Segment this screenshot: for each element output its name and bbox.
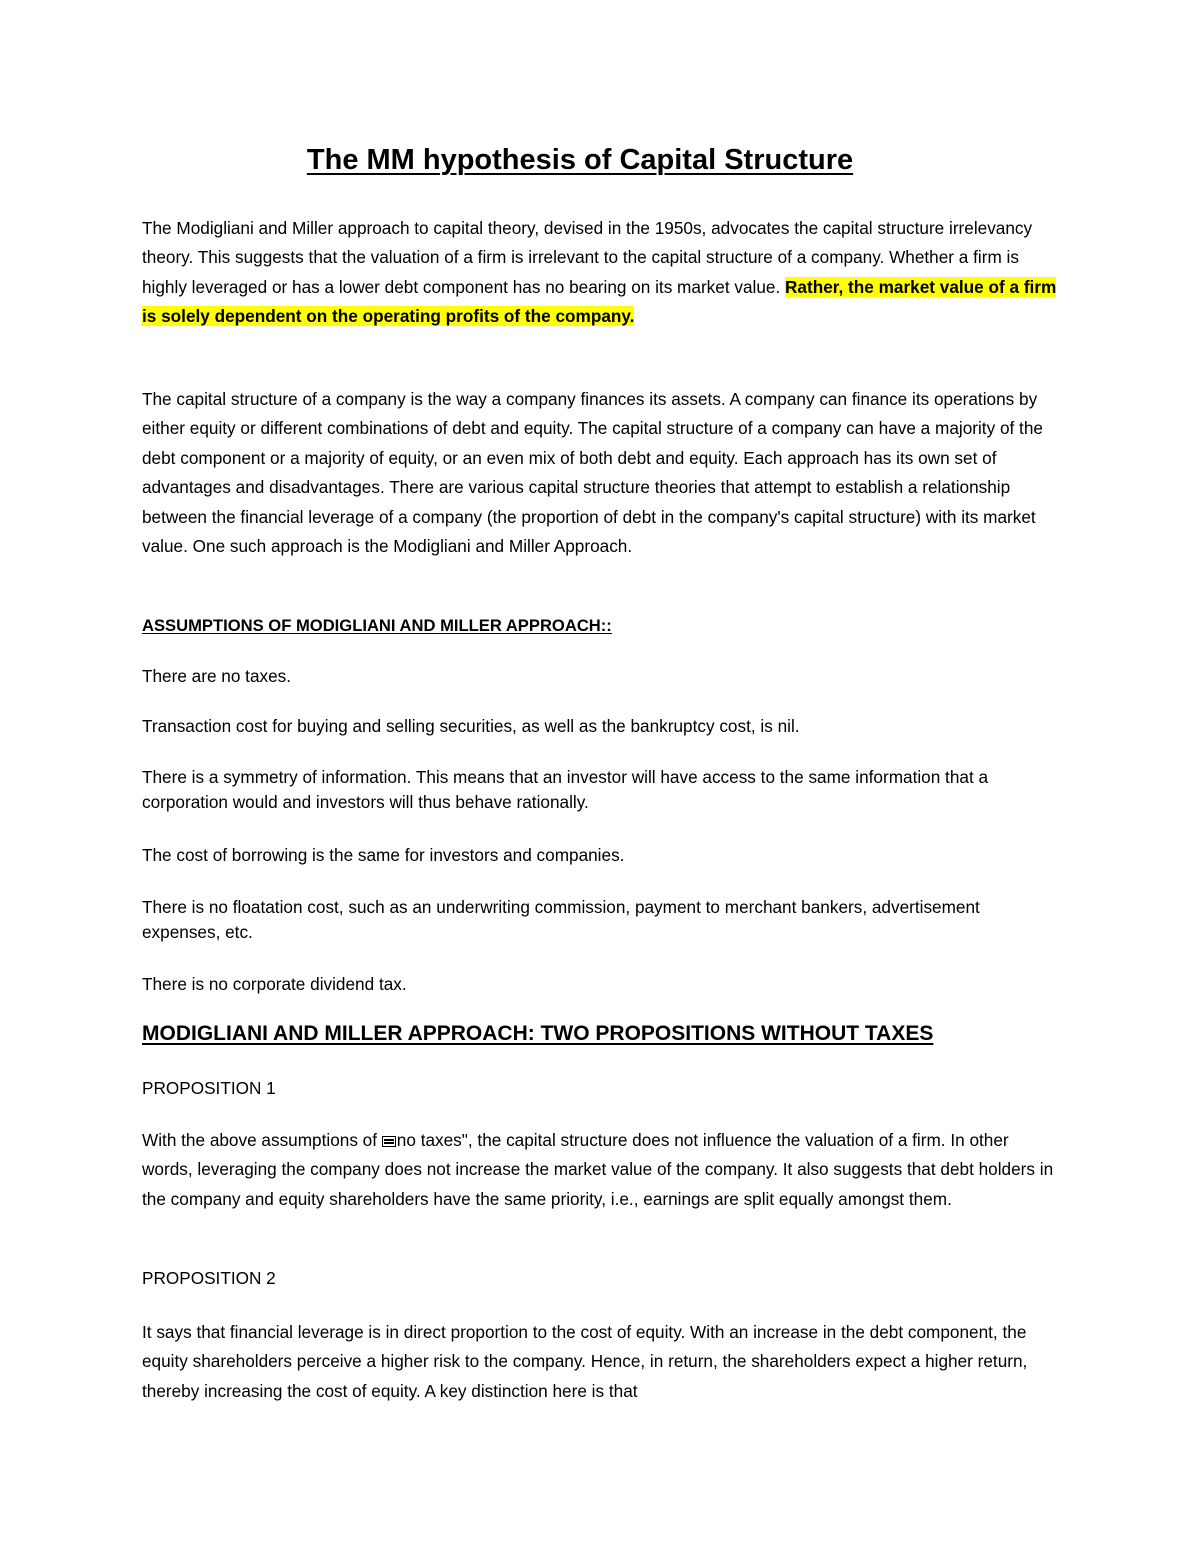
assumption-item: There is no corporate dividend tax. <box>142 974 407 994</box>
intro-paragraph <box>142 214 1062 332</box>
intro-text: The Modigliani and Miller approach to capital theory, devised in the 1950s, advocates the capital structure irrelevancy theory. This suggests that the valuation of a firm is irrelevant to the capital structure of a company. Whether a firm is highly leveraged or has a lower debt component has no bearing on its market value. <box>142 218 1033 297</box>
assumption-item: Transaction cost for buying and selling securities, as well as the bankruptcy cost, is nil. <box>142 716 800 736</box>
assumption-item: There is a symmetry of information. This means that an investor will have access to the same information that a corporation would and investors will thus behave rationally. <box>142 767 989 813</box>
document-title: The MM hypothesis of Capital Structure <box>306 144 854 176</box>
proposition-1-text-start: With the above assumptions of <box>142 1130 382 1150</box>
missing-glyph-icon <box>382 1136 396 1147</box>
proposition-2-label: PROPOSITION 2 <box>142 1268 276 1288</box>
proposition-2-text: It says that financial leverage is in direct proportion to the cost of equity. With an increase in the debt component, the equity shareholders perceive a higher risk to the company. Hence, in return, the shareholders expect a higher return, thereby increasing the cost of equity. A key distinction here is that <box>142 1322 1028 1401</box>
proposition-1-label: PROPOSITION 1 <box>142 1078 276 1098</box>
proposition-1-text-rest: no taxes", the capital structure does not influence the valuation of a firm. In other words, leveraging the company does not increase the market value of the company. It also suggests that debt holders in the company and equity shareholders have the same priority, i.e., earnings are split equally amongst them. <box>142 1130 1054 1209</box>
proposition-1-text <box>142 1126 1062 1214</box>
assumption-item: There is no floatation cost, such as an underwriting commission, payment to merchant bankers, advertisement expenses, etc. <box>142 897 980 943</box>
assumption-item: There are no taxes. <box>142 666 292 686</box>
propositions-heading: MODIGLIANI AND MILLER APPROACH: TWO PROPOSITIONS WITHOUT TAXES <box>142 1022 934 1045</box>
assumption-item: The cost of borrowing is the same for investors and companies. <box>142 845 625 865</box>
assumptions-heading: ASSUMPTIONS OF MODIGLIANI AND MILLER APPROACH:: <box>142 616 612 635</box>
intro-highlight: Rather, the market value of a firm is solely dependent on the operating profits of the company. <box>142 276 1057 327</box>
capital-structure-paragraph: The capital structure of a company is the way a company finances its assets. A company can finance its operations by either equity or different combinations of debt and equity. The capital structure of a company can have a majority of the debt component or a majority of equity, or an even mix of both debt and equity. Each approach has its own set of advantages and disadvantages. There are various capital structure theories that attempt to establish a relationship between the financial leverage of a company (the proportion of debt in the company's capital structure) with its market value. One such approach is the Modigliani and Miller Approach. <box>142 389 1043 557</box>
